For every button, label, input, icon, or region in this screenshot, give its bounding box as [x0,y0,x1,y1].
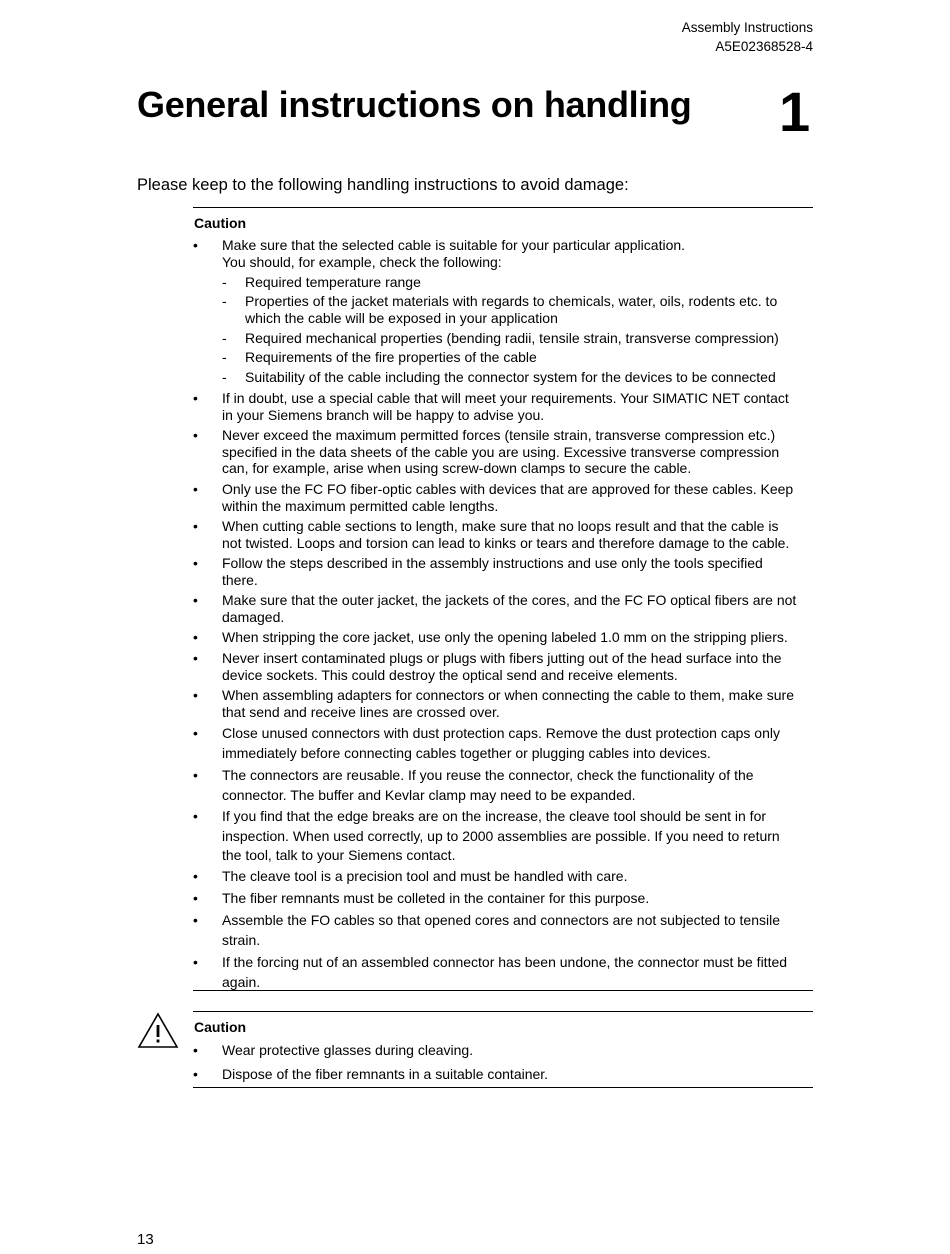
list-item-text: If you find that the edge breaks are on the increase, the cleave tool should be sent in for [222,808,767,824]
list-item-text: again. [222,973,261,990]
bullet: • [193,725,198,741]
bullet: • [193,427,198,443]
bullet: • [193,868,198,884]
bullet: • [193,237,198,253]
dash: - [222,349,227,365]
header-doc-id: A5E02368528-4 [715,39,813,54]
list-item-text: Dispose of the fiber remnants in a suitable container. [222,1066,549,1082]
list-item-text: there. [222,571,258,588]
list-item-text: connector. The buffer and Kevlar clamp may need to be expanded. [222,786,636,803]
document-header [682,18,813,56]
dash: - [222,293,227,309]
list-item-text: immediately before connecting cables together or plugging cables into devices. [222,744,711,761]
bullet: • [193,481,198,497]
list-item-text: If the forcing nut of an assembled connector has been undone, the connector must be fitted [222,954,788,970]
page-number: 13 [137,1231,154,1248]
list-item-text: Never exceed the maximum permitted forces (tensile strain, transverse compression etc.) [222,427,776,443]
caution-heading: Caution [194,1019,247,1035]
sub-list-item-text: which the cable will be exposed in your application [245,309,558,326]
page-title: General instructions on handling [137,84,692,125]
list-item-text: When stripping the core jacket, use only the opening labeled 1.0 mm on the stripping pliers. [222,629,788,645]
bullet: • [193,592,198,608]
chapter-number: 1 [779,80,811,143]
sub-list-item-text: Required mechanical properties (bending radii, tensile strain, transverse compression) [245,330,779,346]
warning-triangle-icon [137,1012,179,1049]
bullet: • [193,650,198,666]
list-item-text: If in doubt, use a special cable that will meet your requirements. Your SIMATIC NET contact [222,390,789,406]
list-item-text: Make sure that the selected cable is suitable for your particular application. [222,237,686,253]
caution-box-cleaving [193,1011,813,1088]
list-item-text: inspection. When used correctly, up to 2000 assemblies are possible. If you need to return [222,827,780,844]
bullet: • [193,1042,198,1058]
bullet: • [193,390,198,406]
bullet: • [193,555,198,571]
intro-text: Please keep to the following handling instructions to avoid damage: [137,176,629,194]
caution-box-handling [193,207,813,991]
bullet: • [193,629,198,645]
list-item-text: not twisted. Loops and torsion can lead to kinks or tears and therefore damage to the cable. [222,534,790,551]
list-item-text: device sockets. This could destroy the optical send and receive elements. [222,666,678,683]
list-item-text: The connectors are reusable. If you reuse the connector, check the functionality of the [222,767,754,783]
bullet: • [193,954,198,970]
list-item-text: damaged. [222,608,285,625]
sub-list-item-text: Properties of the jacket materials with regards to chemicals, water, oils, rodents etc. to [245,293,778,309]
list-item-text: in your Siemens branch will be happy to advise you. [222,406,545,423]
list-item-text: can, for example, arise when using screw-down clamps to secure the cable. [222,460,692,476]
bullet: • [193,890,198,906]
list-item-text: When cutting cable sections to length, make sure that no loops result and that the cable is [222,518,779,534]
dash: - [222,369,227,385]
list-item-text: specified in the data sheets of the cable you are using. Excessive transverse compression [222,443,780,460]
list-item-text: When assembling adapters for connectors or when connecting the cable to them, make sure [222,687,794,703]
caution-heading: Caution [194,215,247,231]
bullet: • [193,808,198,824]
header-doc-type: Assembly Instructions [681,20,813,35]
list-item-text: Make sure that the outer jacket, the jackets of the cores, and the FC FO optical fibers are not [222,592,797,608]
bullet: • [193,687,198,703]
sub-list-item-text: Suitability of the cable including the connector system for the devices to be connected [245,369,776,385]
list-item-text: Assemble the FO cables so that opened cores and connectors are not subjected to tensile [222,912,780,928]
bullet: • [193,518,198,534]
list-item-text: Wear protective glasses during cleaving. [222,1042,474,1058]
list-item-text: the tool, talk to your Siemens contact. [222,847,456,863]
list-item-text: Close unused connectors with dust protection caps. Remove the dust protection caps only [222,725,780,741]
list-item-text: Never insert contaminated plugs or plugs with fibers jutting out of the head surface into the [222,650,782,666]
list-item-text: You should, for example, check the following: [222,253,502,270]
list-item-text: within the maximum permitted cable lengths. [222,497,499,514]
list-item-text: that send and receive lines are crossed over. [222,703,500,720]
dash: - [222,330,227,346]
sub-list-item-text: Requirements of the fire properties of the cable [245,349,537,365]
dash: - [222,274,227,290]
list-item-text: Follow the steps described in the assembly instructions and use only the tools specified [222,555,763,571]
list-item-text: The fiber remnants must be colleted in the container for this purpose. [222,890,650,906]
list-item-text: strain. [222,931,261,948]
bullet: • [193,912,198,928]
bullet: • [193,1066,198,1082]
sub-list-item-text: Required temperature range [245,274,421,290]
bullet: • [193,767,198,783]
list-item-text: The cleave tool is a precision tool and must be handled with care. [222,868,628,884]
list-item-text: Only use the FC FO fiber-optic cables with devices that are approved for these cables. Keep [222,481,794,497]
